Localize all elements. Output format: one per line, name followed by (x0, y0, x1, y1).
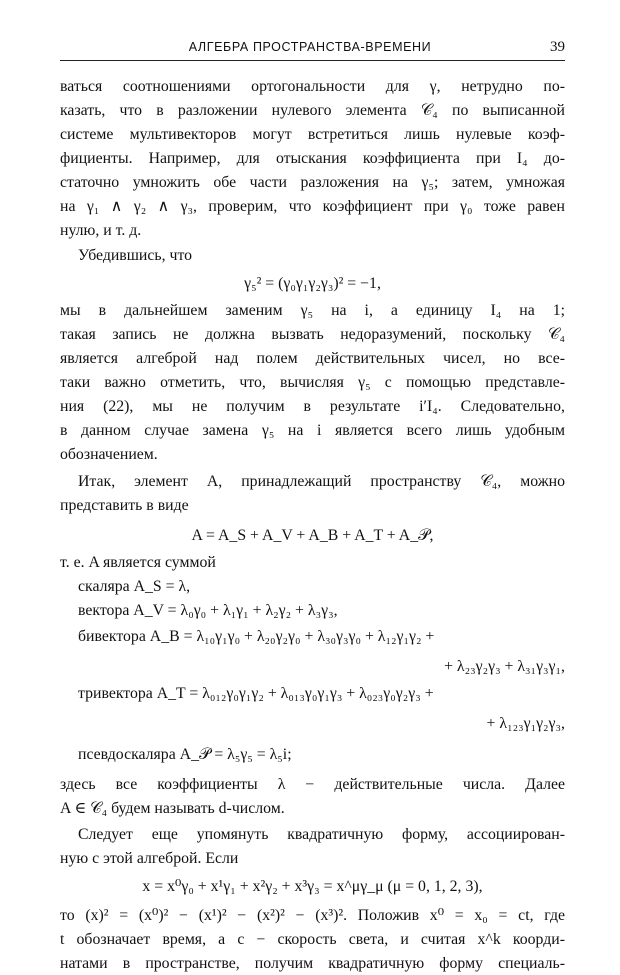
text-line: натами в пространстве, получим квадратичную форму специаль- (60, 955, 565, 972)
text-line: в данном случае замена γ₅ на i является всего лишь удобным (60, 422, 565, 439)
text-line: т. е. A является суммой (60, 554, 216, 571)
formula-x: x = x⁰γ₀ + x¹γ₁ + x²γ₂ + x³γ₃ = x^μγ_μ (μ = 0, 1, 2, 3), (142, 878, 483, 895)
header-rule (60, 60, 565, 61)
text-line: Убедившись, что (78, 247, 193, 264)
page-number: 39 (550, 39, 565, 55)
text-line: Итак, элемент A, принадлежащий пространству 𝒞₄, можно (78, 473, 565, 490)
formula-trivector: тривектора A_T = λ₀₁₂γ₀γ₁γ₂ + λ₀₁₃γ₀γ₁γ₃ + λ₀₂₃γ₀γ₂γ₃ + (78, 685, 434, 702)
formula-scalar: скаляра A_S = λ, (78, 578, 191, 595)
text-line: является алгеброй над полем действительных чисел, но все- (60, 350, 565, 367)
formula-bivector-cont: + λ₂₃γ₂γ₃ + λ₃₁γ₃γ₁, (444, 658, 565, 675)
formula-vector: вектора A_V = λ₀γ₀ + λ₁γ₁ + λ₂γ₂ + λ₃γ₃, (78, 602, 338, 619)
text-line: представить в виде (60, 497, 189, 514)
formula-trivector-cont: + λ₁₂₃γ₁γ₂γ₃, (486, 715, 565, 732)
text-line: статочно умножить обе части разложения на γ₅; затем, умножая (60, 174, 565, 191)
text-line: ваться соотношениями ортогональности для γ, нетрудно по- (60, 78, 565, 95)
text-line: таки важно отметить, что, вычисляя γ₅ с помощью представле- (60, 374, 565, 391)
formula-element-A: A = A_S + A_V + A_B + A_T + A_𝒫, (191, 527, 434, 544)
formula-gamma5: γ₅² = (γ₀γ₁γ₂γ₃)² = −1, (244, 275, 381, 292)
text-line: на γ₁ ∧ γ₂ ∧ γ₃, проверим, что коэффициент при γ₀ тоже равен (60, 198, 565, 215)
text-line: Следует еще упомянуть квадратичную форму, ассоциирован- (78, 826, 565, 843)
text-line: ния (22), мы не получим в результате i′I₄. Следовательно, (60, 398, 565, 415)
formula-bivector: бивектора A_B = λ₁₀γ₁γ₀ + λ₂₀γ₂γ₀ + λ₃₀γ₃γ₀ + λ₁₂γ₁γ₂ + (78, 628, 435, 645)
text-line: здесь все коэффициенты λ − действительные числа. Далее (60, 776, 565, 793)
text-line: мы в дальнейшем заменим γ₅ на i, а единицу I₄ на 1; (60, 302, 565, 319)
text-line: A ∈ 𝒞₄ будем называть d-числом. (60, 800, 285, 817)
text-line: фициенты. Например, для отыскания коэффициента при I₄ до- (60, 150, 565, 167)
text-line: t обозначает время, а c − скорость света, и считая x^k коорди- (60, 931, 565, 948)
text-line: ную с этой алгеброй. Если (60, 850, 239, 867)
text-line: то (x)² = (x⁰)² − (x¹)² − (x²)² − (x³)². Положив x⁰ = x₀ = ct, где (60, 907, 565, 924)
text-line: нулю, и т. д. (60, 222, 142, 239)
text-line: системе мультивекторов могут встретиться лишь нулевые коэф- (60, 126, 565, 143)
text-line: казать, что в разложении нулевого элемента 𝒞₄ по выписанной (60, 102, 565, 119)
text-line: такая запись не должна вызвать недоразумений, поскольку 𝒞₄ (60, 326, 565, 343)
running-title: АЛГЕБРА ПРОСТРАНСТВА-ВРЕМЕНИ (188, 40, 432, 54)
text-line: обозначением. (60, 446, 158, 463)
formula-pseudoscalar: псевдоскаляра A_𝒫 = λ₅γ₅ = λ₅i; (78, 746, 292, 763)
running-header (0, 40, 620, 60)
